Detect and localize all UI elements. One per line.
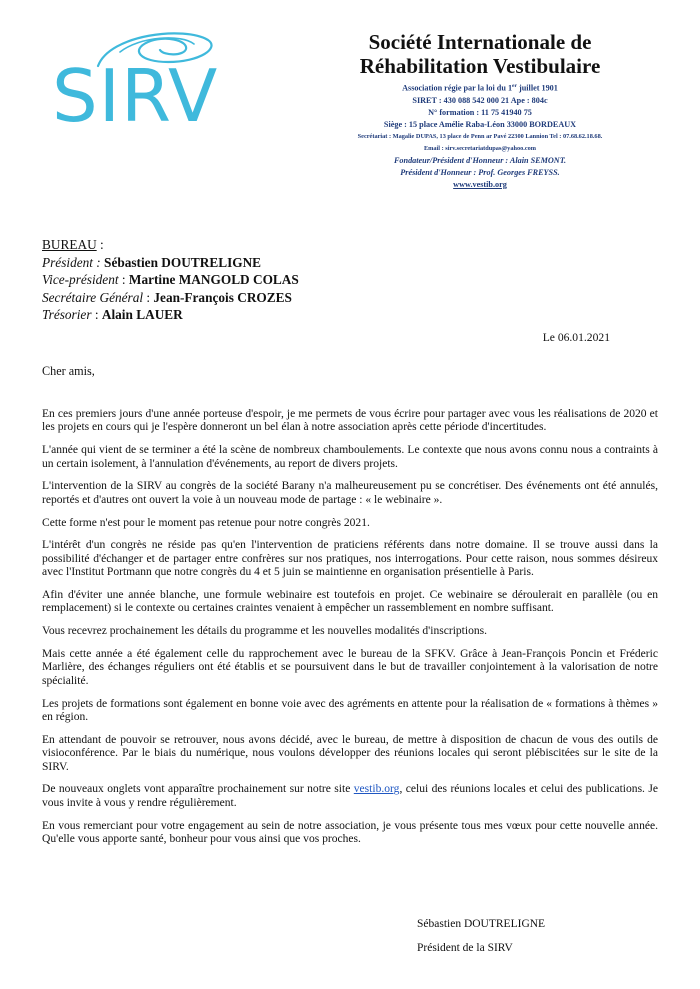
org-header xyxy=(300,30,660,191)
paragraph: Vous recevrez prochainement les détails du programme et les nouvelles modalités d'inscriptions. xyxy=(42,625,488,638)
signature-block xyxy=(417,917,545,956)
org-title-line2: Réhabilitation Vestibulaire xyxy=(359,54,601,78)
bureau-secretaire: Secrétaire Général : Jean-François CROZES xyxy=(42,289,292,305)
closing-paragraph: En vous remerciant pour votre engagement au sein de notre association, je vous présente tous mes vœux pour cette nouvelle année. Qu'elle vous apporte santé, bonheur pour vous ainsi que vos proches. xyxy=(42,819,658,846)
org-title-line1: Société Internationale de xyxy=(368,30,592,54)
formation-line: N° formation : 11 75 41940 75 xyxy=(428,107,532,117)
paragraph-with-link: De nouveaux onglets vont apparaître prochainement sur notre site vestib.org, celui des réunions locales et celui des publications. Je vous invite à vous y rendre régulièrement. xyxy=(42,783,658,809)
paragraph: Afin d'éviter une année blanche, une formule webinaire est toutefois en projet. Ce webinaire se déroulerait en parallèle (ou en remplacement) si le contexte ou certaines craintes venaient à empêcher un rassemblement en nombre suffisant. xyxy=(42,589,658,615)
secretariat-line: Secrétariat : Magalie DUPAS, 13 place de Penn ar Pavé 22300 Lannion Tel : 07.68.62.18.68. xyxy=(357,132,603,140)
paragraph: L'intérêt d'un congrès ne réside pas qu'en l'intervention de praticiens référents dans notre domaine. Il se trouve aussi dans la possibilité d'échanger et de partager entre confrères sur nos pratiques, nos interrogations. Pour cette raison, nous sommes désireux avec l'Institut Portmann que notre congrès du 4 et 5 juin se maintienne en organisation présentielle à Paris. xyxy=(42,539,658,579)
paragraph: En ces premiers jours d'une année porteuse d'espoir, je me permets de vous écrire pour partager avec vous les réalisations de 2020 et les projets en cours qui je l'espère donneront un bel élan à notre association après cette période d'incertitudes. xyxy=(42,408,658,434)
vestib-link[interactable]: vestib.org xyxy=(353,783,400,796)
honneur-line: Président d'Honneur : Prof. Georges FREYSS. xyxy=(400,167,560,177)
siret-line: SIRET : 430 088 542 000 21 Ape : 804c xyxy=(412,95,548,105)
paragraph: Les projets de formations sont également en bonne voie avec des agréments en attente pour la réalisation de « formations à thèmes » en région. xyxy=(42,697,658,724)
paragraph: L'année qui vient de se terminer a été la scène de nombreux chamboulements. Le contexte que nous avons connu nous a contraints à un certain isolement, à l'annulation d'événements, au report de divers projets. xyxy=(42,444,658,470)
bureau-tresorier: Trésorier : Alain LAUER xyxy=(42,307,183,322)
siege-line: Siège : 15 place Amélie Raba-Léon 33000 BORDEAUX xyxy=(383,119,577,129)
paragraph: Mais cette année a été également celle du rapprochement avec le bureau de la SFKV. Grâce à Jean-François Poncin et Fréderic Marlière, des échanges réguliers ont été établis et se poursuivent dans le but de travailler conjointement à la valorisation de notre spécialité. xyxy=(42,648,658,687)
bureau-heading: BUREAU : xyxy=(42,237,104,252)
paragraph: En attendant de pouvoir se retrouver, nous avons décidé, avec le bureau, de mettre à disposition de chacun de vous des outils de visioconférence. Par le biais du numérique, nous voulons développer des réunions locales qui seront plébiscitées sur le site de la SIRV. xyxy=(42,733,658,773)
letter-date: Le 06.01.2021 xyxy=(542,331,610,344)
paragraph: Cette forme n'est pour le moment pas retenue pour notre congrès 2021. xyxy=(42,516,370,529)
association-line: Association régie par la loi du 1er juillet 1901 xyxy=(402,83,558,93)
bureau-president: Président : Sébastien DOUTRELIGNE xyxy=(42,254,262,270)
fondateur-line: Fondateur/Président d'Honneur : Alain SEMONT. xyxy=(393,155,567,165)
bureau-vice-president: Vice-président : Martine MANGOLD COLAS xyxy=(42,272,299,287)
signature-role: Président de la SIRV xyxy=(417,942,513,954)
sirv-logo xyxy=(52,22,262,142)
bureau-block xyxy=(42,236,299,324)
email-line: Email : sirv.secretariatdupas@yahoo.com xyxy=(423,144,537,152)
website-link[interactable]: www.vestib.org xyxy=(453,179,507,189)
letter-body xyxy=(42,408,658,856)
paragraph: L'intervention de la SIRV au congrès de la société Barany n'a malheureusement pu se concrétiser. Des événements ont été annulés, reportés et d'autres ont ouvert la voie à un nouveau mode de partage : « le webinaire ». xyxy=(42,480,658,506)
logo-wordmark: SIRV xyxy=(52,54,219,138)
website-link-line xyxy=(300,179,660,191)
org-details xyxy=(300,80,660,191)
signature-name: Sébastien DOUTRELIGNE xyxy=(417,918,546,930)
greeting: Cher amis, xyxy=(42,364,95,378)
